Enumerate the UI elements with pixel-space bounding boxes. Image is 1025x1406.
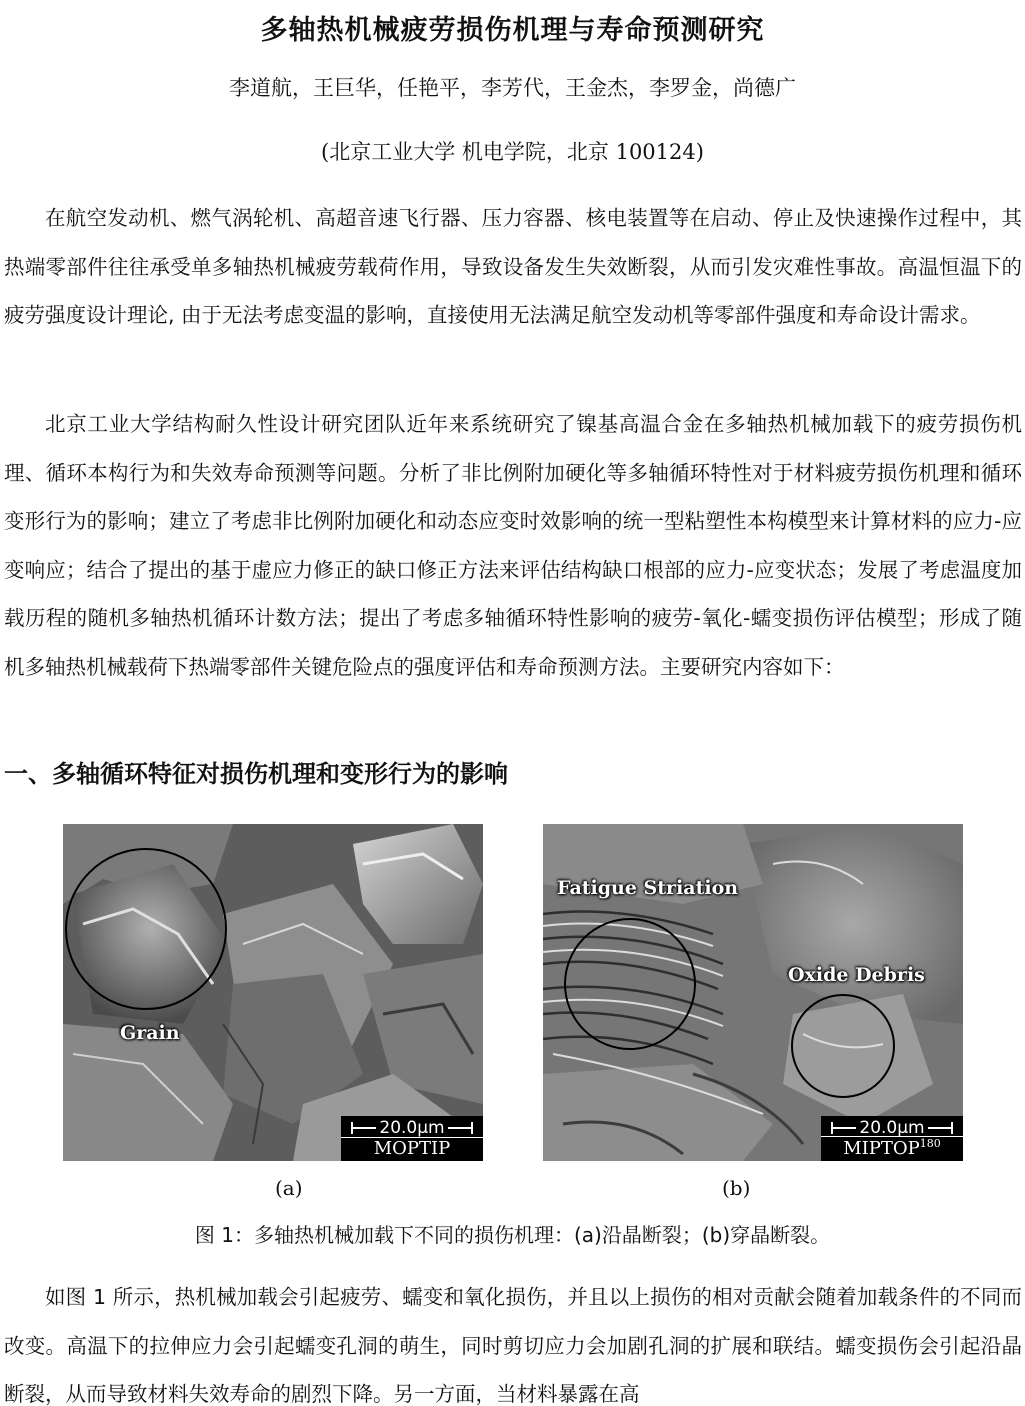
label-fatigue-striation: Fatigue Striation	[557, 877, 739, 899]
label-oxide-debris: Oxide Debris	[788, 964, 925, 986]
label-grain: Grain	[120, 1022, 180, 1044]
sem-image-a	[63, 824, 483, 1161]
sem-texture-b	[543, 824, 963, 1161]
paragraph-figure-discussion: 如图 1 所示，热机械加载会引起疲劳、蠕变和氧化损伤，并且以上损伤的相对贡献会随着加载条件的不同而改变。高温下的拉伸应力会引起蠕变孔洞的萌生，同时剪切应力会加剧孔洞的扩展和联结。蠕变损伤会引起沿晶断裂，从而导致材料失效寿命的剧烈下降。另一方面，当材料暴露在高	[4, 1285, 1022, 1406]
paragraph-intro: 在航空发动机、燃气涡轮机、高超音速飞行器、压力容器、核电装置等在启动、停止及快速操作过程中，其热端零部件往往承受单多轴热机械疲劳载荷作用，导致设备发生失效断裂，从而引发灾难性事故。高温恒温下的疲劳强度设计理论, 由于无法考虑变温的影响，直接使用无法满足航空发动机等零部件强度和寿命设计需求。	[4, 206, 1022, 327]
sem-texture-a	[63, 824, 483, 1161]
specimen-code-a: MOPTIP	[341, 1137, 483, 1159]
section-heading: 一、多轴循环特征对损伤机理和变形行为的影响	[4, 760, 508, 788]
specimen-code-b: MIPTOP$^{180}$	[821, 1136, 963, 1159]
scale-box-a	[341, 1116, 483, 1161]
figure-caption: 图 1：多轴热机械加载下不同的损伤机理：(a)沿晶断裂；(b)穿晶断裂。	[194, 1223, 831, 1247]
paragraph-research: 北京工业大学结构耐久性设计研究团队近年来系统研究了镍基高温合金在多轴热机械加载下的疲劳损伤机理、循环本构行为和失效寿命预测等问题。分析了非比例附加硬化等多轴循环特性对于材料疲劳损伤机理和循环变形行为的影响；建立了考虑非比例附加硬化和动态应变时效影响的统一型粘塑性本构模型来计算材料的应力-应变响应；结合了提出的基于虚应力修正的缺口修正方法来评估结构缺口根部的应力-应变状态；发展了考虑温度加载历程的随机多轴热机循环计数方法；提出了考虑多轴循环特性影响的疲劳-氧化-蠕变损伤评估模型；形成了随机多轴热机械载荷下热端零部件关键危险点的强度评估和寿命预测方法。主要研究内容如下：	[4, 412, 1022, 679]
affiliation: (北京工业大学 机电学院，北京 100124)	[321, 140, 704, 164]
author-list: 李道航，王巨华，任艳平，李芳代，王金杰，李罗金，尚德广	[229, 76, 796, 100]
subfigure-label-a: (a)	[275, 1176, 303, 1200]
subfigure-label-b: (b)	[722, 1176, 751, 1200]
scale-value-a: 20.0μm	[376, 1118, 447, 1138]
sem-image-b	[543, 824, 963, 1161]
scale-value-b: 20.0μm	[856, 1118, 927, 1138]
paper-title: 多轴热机械疲劳损伤机理与寿命预测研究	[260, 15, 765, 46]
scale-box-b	[821, 1116, 963, 1161]
